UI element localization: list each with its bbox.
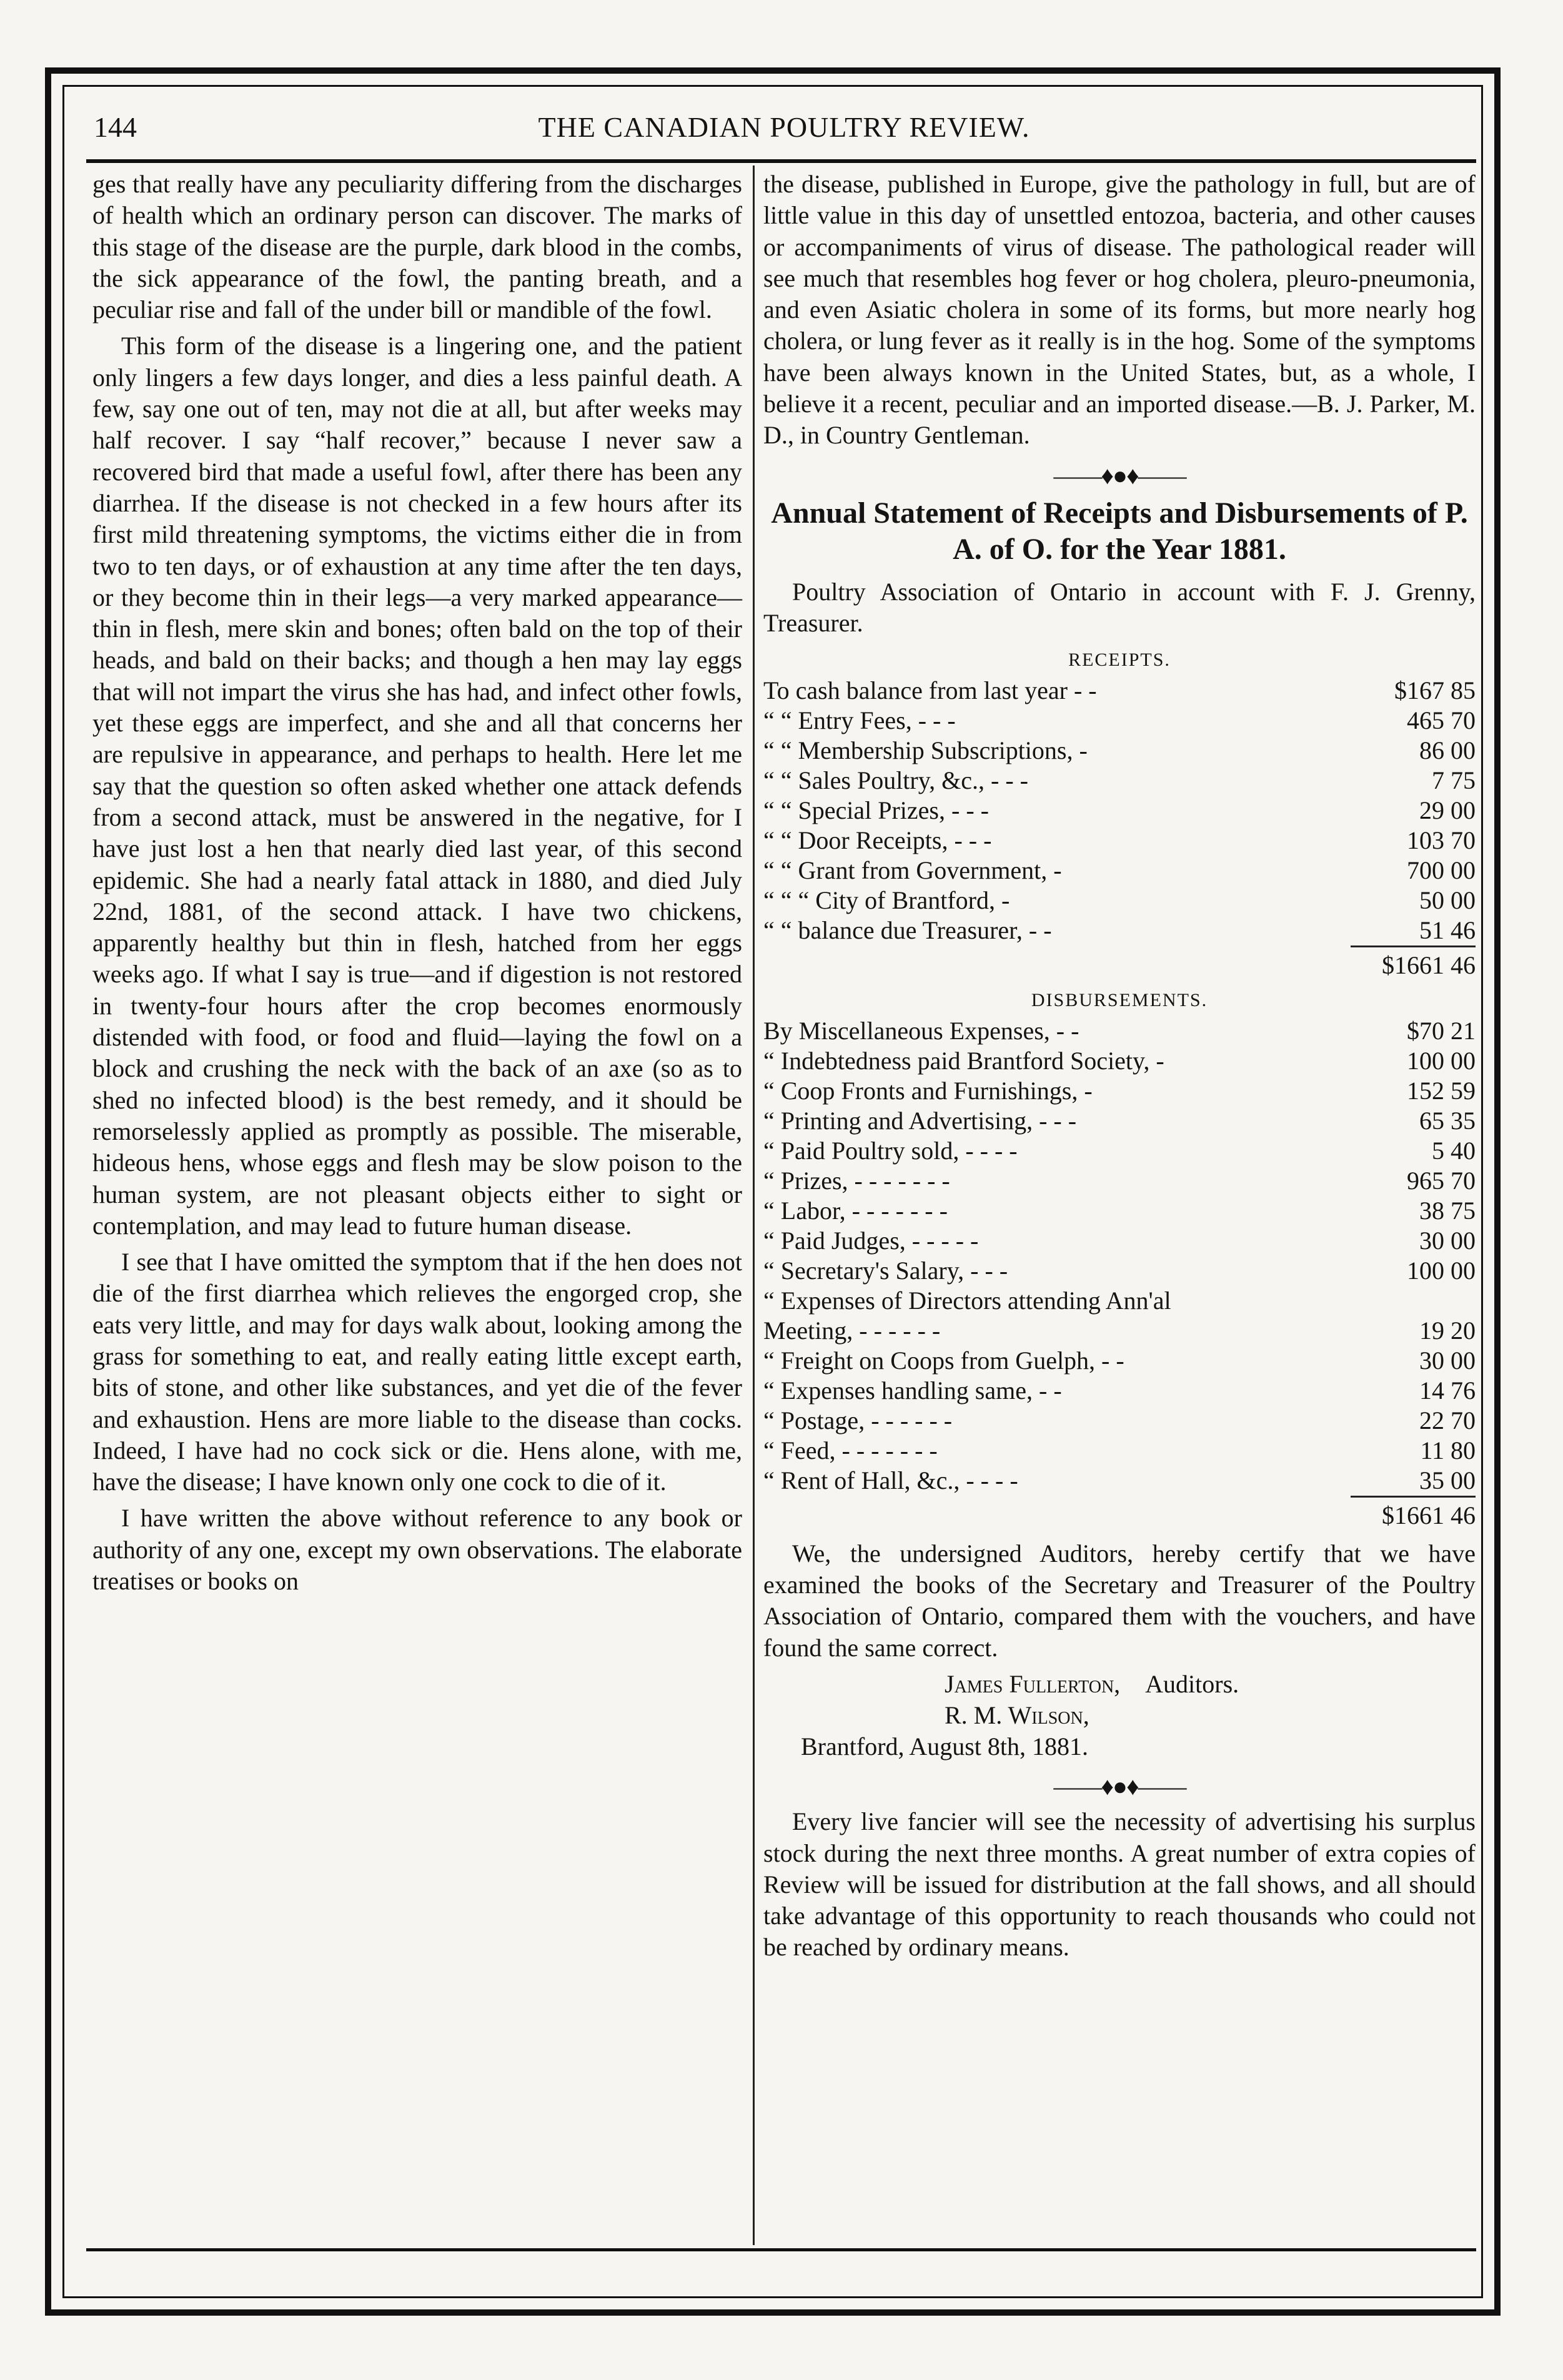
disbursement-description: “ Paid Poultry sold, - - - -: [763, 1137, 1018, 1165]
disbursement-description: “ Coop Fronts and Furnishings, -: [763, 1077, 1093, 1105]
disbursement-amount: 30 00: [1419, 1227, 1476, 1255]
receipt-amount: $167 85: [1394, 676, 1476, 704]
disbursements-total: $1661 46: [1351, 1496, 1476, 1531]
disbursement-row: [763, 1136, 1476, 1166]
disbursement-row: [763, 1166, 1476, 1196]
disbursement-amount: $70 21: [1407, 1017, 1476, 1045]
disbursement-amount: [1347, 1286, 1476, 1316]
disbursement-row: [763, 1466, 1476, 1496]
disbursement-amount: 65 35: [1419, 1107, 1476, 1135]
left-paragraph-4: I have written the above without reference to any book or authority of any one, except my own observations. The elaborate treatises or books on: [92, 1504, 742, 1596]
receipt-description: “ “ Entry Fees, - - -: [763, 706, 956, 734]
auditor-signatures: [763, 1669, 1476, 1731]
disbursement-description: “ Expenses handling same, - -: [763, 1376, 1062, 1405]
receipt-amount: 51 46: [1419, 916, 1476, 944]
receipt-amount: 700 00: [1407, 856, 1476, 884]
auditors-label: Auditors.: [1145, 1669, 1239, 1698]
disbursement-row: [763, 1376, 1476, 1406]
disbursement-amount: 965 70: [1407, 1167, 1476, 1195]
disbursement-description: Meeting, - - - - - -: [763, 1316, 941, 1345]
receipt-row: [763, 916, 1476, 946]
disbursement-amount: 22 70: [1419, 1406, 1476, 1435]
disbursement-row: [763, 1076, 1476, 1106]
receipt-amount: 86 00: [1419, 736, 1476, 764]
footer-rule: [86, 2248, 1476, 2251]
place-date: Brantford, August 8th, 1881.: [801, 1732, 1088, 1760]
disbursement-row: [763, 1196, 1476, 1226]
disbursement-description: “ Indebtedness paid Brantford Society, -: [763, 1047, 1164, 1075]
column-divider: [753, 165, 755, 2245]
article-title: Annual Statement of Receipts and Disbursements of P. A. of O. for the Year 1881.: [771, 496, 1468, 566]
receipt-description: “ “ “ City of Brantford, -: [763, 886, 1010, 914]
disbursement-description: “ Expenses of Directors attending Ann'al: [763, 1286, 1171, 1315]
disbursement-amount: 14 76: [1419, 1376, 1476, 1405]
right-continuation: the disease, published in Europe, give the pathology in full, but are of little value in this day of unsettled entozoa, bacteria, and other causes or accompaniments of virus of disease. The pathological reader will see much that resembles hog fever or hog cholera, pleuro-pneumonia, and even Asiatic cholera in some of its forms, but more nearly hog cholera, or lung fever as it really is in the hog. Some of the symptoms have been always known in the United States, but, as a whole, I believe it a recent, peculiar and an imported disease.—B. J. Parker, M. D., in Country Gentleman.: [763, 170, 1476, 450]
disbursement-amount: 5 40: [1432, 1137, 1476, 1165]
disbursement-row: [763, 1286, 1476, 1316]
receipts-heading: RECEIPTS.: [1068, 649, 1171, 670]
disbursement-description: “ Feed, - - - - - - -: [763, 1436, 938, 1465]
disbursements-total-line: [763, 1496, 1476, 1531]
receipt-row: [763, 856, 1476, 886]
receipt-description: “ “ Grant from Government, -: [763, 856, 1062, 884]
disbursement-amount: 100 00: [1407, 1047, 1476, 1075]
disbursement-row: [763, 1226, 1476, 1256]
disbursement-description: “ Prizes, - - - - - - -: [763, 1167, 950, 1195]
left-column: [92, 169, 742, 1602]
left-paragraph-1: ges that really have any peculiarity differing from the discharges of health which an ordinary person can discover. The marks of this stage of the disease are the purple, dark blood in the combs, the sick appearance of the fowl, the panting breath, and a peculiar rise and fall of the under bill or mandible of the fowl.: [92, 170, 742, 324]
disbursement-description: “ Printing and Advertising, - - -: [763, 1107, 1077, 1135]
receipt-row: [763, 796, 1476, 826]
header-rule: [86, 159, 1476, 163]
disbursement-row: [763, 1256, 1476, 1286]
receipt-amount: 7 75: [1432, 766, 1476, 794]
disbursement-description: “ Paid Judges, - - - - -: [763, 1227, 979, 1255]
receipt-description: “ “ Membership Subscriptions, -: [763, 736, 1088, 764]
receipt-row: [763, 766, 1476, 796]
receipt-row: [763, 826, 1476, 856]
auditor-2: R. M. Wilson,: [945, 1701, 1089, 1729]
receipt-description: “ “ Special Prizes, - - -: [763, 796, 989, 824]
page-header: [94, 103, 1474, 153]
left-paragraph-3: I see that I have omitted the symptom that if the hen does not die of the first diarrhea which relieves the engorged crop, she eats very little, and may for days walk about, looking among the grass for something to eat, and really eating little except earth, bits of stone, and other like substances, and yet die of the fever and exhaustion. Hens are more liable to the disease than cocks. Indeed, I have had no cock sick or die. Hens alone, with me, have the disease; I have known only one cock to die of it.: [92, 1248, 742, 1496]
receipt-amount: 103 70: [1407, 826, 1476, 854]
receipt-description: “ “ Door Receipts, - - -: [763, 826, 992, 854]
account-intro: Poultry Association of Ontario in account with F. J. Grenny, Treasurer.: [763, 577, 1476, 638]
disbursement-description: “ Freight on Coops from Guelph, - -: [763, 1346, 1124, 1375]
receipts-table: [763, 676, 1476, 946]
disbursement-description: “ Secretary's Salary, - - -: [763, 1257, 1008, 1285]
receipt-amount: 50 00: [1419, 886, 1476, 914]
advertising-notice: Every live fancier will see the necessity of advertising his surplus stock during the next three months. A great number of extra copies of Review will be issued for distribution at the fall shows, and all should take advantage of this opportunity to reach thousands who could not be reached by ordinary means.: [763, 1807, 1476, 1962]
disbursement-description: “ Labor, - - - - - - -: [763, 1197, 948, 1225]
disbursement-row: [763, 1106, 1476, 1136]
right-column: [763, 169, 1476, 1968]
disbursement-row: [763, 1016, 1476, 1046]
receipt-row: [763, 886, 1476, 916]
receipt-amount: 29 00: [1419, 796, 1476, 824]
disbursement-amount: 19 20: [1419, 1316, 1476, 1345]
receipts-total: $1661 46: [1351, 946, 1476, 981]
disbursement-row: [763, 1346, 1476, 1376]
disbursement-row: [763, 1406, 1476, 1436]
receipt-description: “ “ balance due Treasurer, - -: [763, 916, 1052, 944]
disbursement-row: [763, 1046, 1476, 1076]
disbursement-amount: 152 59: [1407, 1077, 1476, 1105]
receipt-description: To cash balance from last year - -: [763, 676, 1097, 704]
disbursement-amount: 100 00: [1407, 1257, 1476, 1285]
disbursements-table: [763, 1016, 1476, 1496]
disbursement-row: [763, 1436, 1476, 1466]
receipt-row: [763, 736, 1476, 766]
receipt-row: [763, 706, 1476, 736]
page-number: 144: [94, 111, 137, 143]
disbursement-description: “ Postage, - - - - - -: [763, 1406, 953, 1435]
receipt-amount: 465 70: [1407, 706, 1476, 734]
receipt-row: [763, 676, 1476, 706]
disbursement-row: [763, 1316, 1476, 1346]
receipt-description: “ “ Sales Poultry, &c., - - -: [763, 766, 1028, 794]
auditors-certification: We, the undersigned Auditors, hereby certify that we have examined the books of the Secretary and Treasurer of the Poultry Association of Ontario, compared them with the vouchers, and have found the same correct.: [763, 1539, 1476, 1662]
ornament-divider: ——♦●♦——: [1053, 461, 1186, 490]
disbursement-amount: 35 00: [1419, 1466, 1476, 1495]
disbursements-heading: DISBURSEMENTS.: [1031, 990, 1208, 1011]
disbursement-description: By Miscellaneous Expenses, - -: [763, 1017, 1079, 1045]
journal-title: THE CANADIAN POULTRY REVIEW.: [538, 111, 1030, 143]
receipts-total-line: [763, 946, 1476, 981]
disbursement-amount: 38 75: [1419, 1197, 1476, 1225]
disbursement-amount: 11 80: [1420, 1436, 1476, 1465]
left-paragraph-2: This form of the disease is a lingering one, and the patient only lingers a few days longer, and dies a less painful death. A few, say one out of ten, may not die at all, but after weeks may half recover. I say “half recover,” because I never saw a recovered bird that made a useful fowl, after there has been any diarrhea. If the disease is not checked in a few hours after its first mild threatening symptoms, the victims either die in from two to ten days, or of exhaustion at any time after the ten days, or they become thin in their legs—a very marked appearance—thin in flesh, mere skin and bones; often bald on the top of their heads, and bald on their backs; and though a hen may lay eggs that will not impart the virus she has had, and infect other fowls, yet these eggs are imperfect, and she and all that concerns her are repulsive in appearance, and perhaps to health. Here let me say that the question so often asked whether one attack defends from a second attack, must be answered in the negative, for I have just lost a hen that nearly died last year, of this second epidemic. She had a nearly fatal attack in 1880, and died July 22nd, 1881, of the second attack. I have two chickens, apparently healthy but thin in flesh, hatched from her eggs weeks ago. If what I say is true—and if digestion is not restored in twenty-four hours after the crop becomes enormously distended with food, or food and fluid—laying the fowl on a block and crushing the neck with the back of an axe (so as to shed no infected blood) is the best remedy, and it should be remorselessly applied as promptly as possible. The miserable, hideous hens, whose eggs and flesh may be slow poison to the human system, are not pleasant objects either to sight or contemplation, and may lead to future human disease.: [92, 332, 742, 1240]
ornament-divider-2: ——♦●♦——: [1053, 1772, 1186, 1800]
auditor-1: James Fullerton,: [945, 1669, 1121, 1698]
disbursement-amount: 30 00: [1419, 1346, 1476, 1375]
disbursement-description: “ Rent of Hall, &c., - - - -: [763, 1466, 1018, 1495]
